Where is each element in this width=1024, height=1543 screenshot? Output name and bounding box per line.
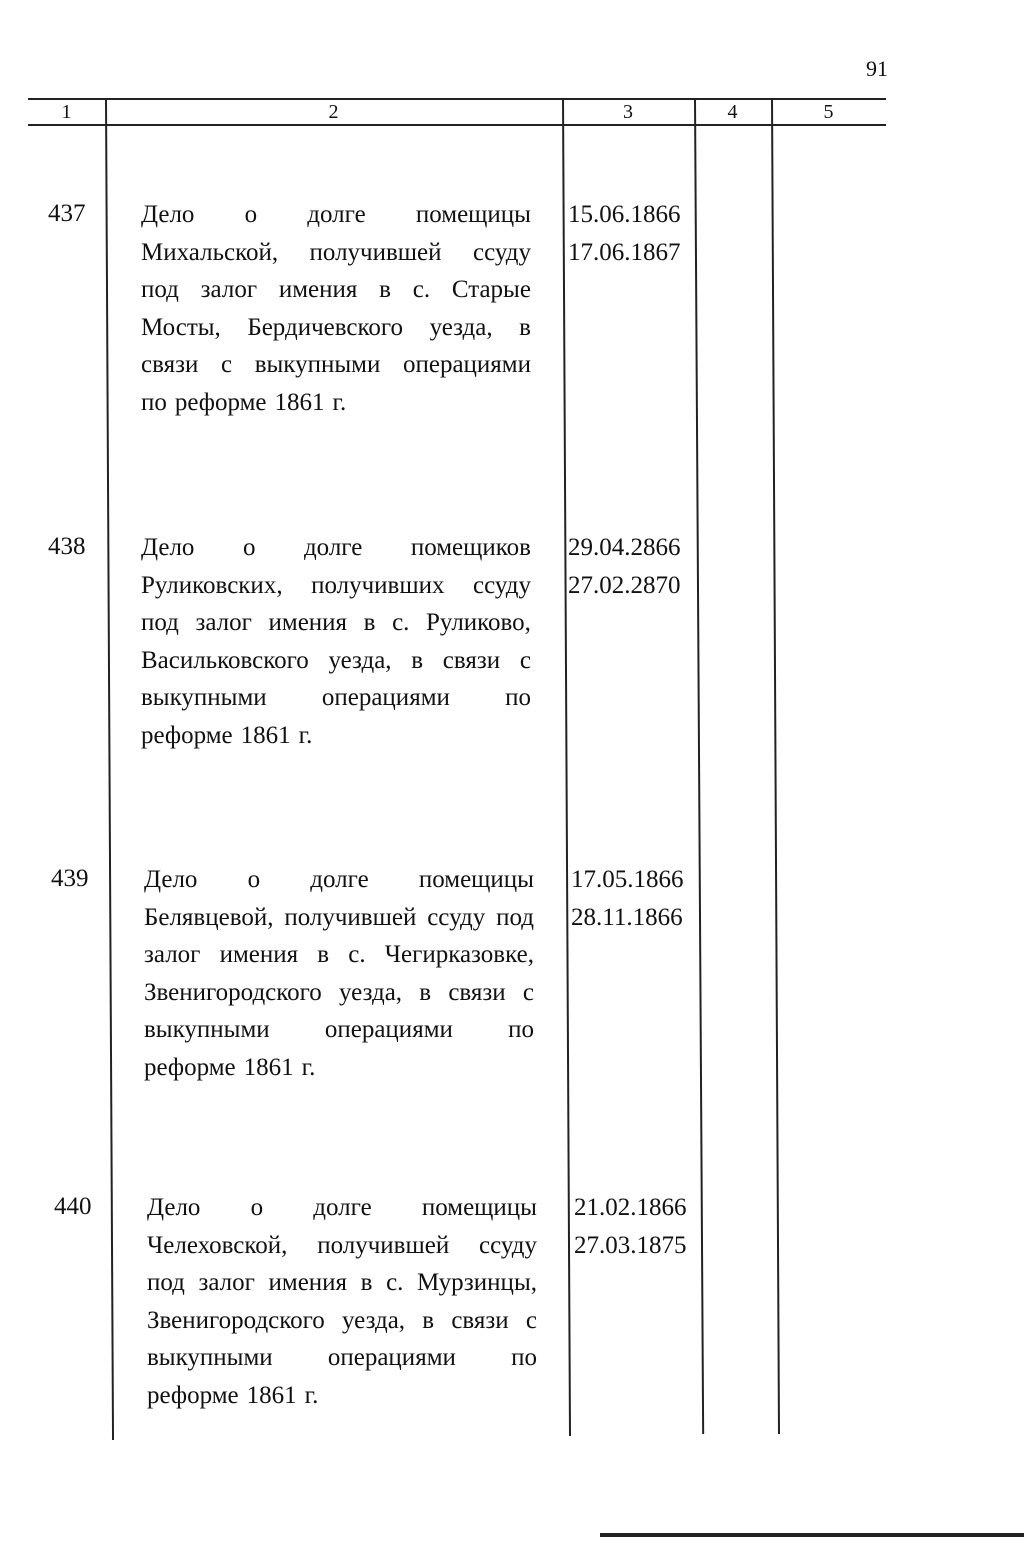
description-line xyxy=(147,1343,537,1381)
word: Звенигородского xyxy=(144,978,322,1006)
word: Белявцевой, xyxy=(144,903,274,931)
word: связи xyxy=(141,351,199,378)
word: Челеховской, xyxy=(147,1231,288,1259)
word: имения xyxy=(219,941,299,968)
word: в xyxy=(519,313,531,341)
word: по xyxy=(511,1344,537,1371)
word: долге xyxy=(313,1194,372,1221)
word: в xyxy=(411,646,424,674)
word: с. xyxy=(392,609,410,636)
header-col-1: 1 xyxy=(61,101,72,123)
column-divider xyxy=(562,98,571,1436)
word: долге xyxy=(303,534,363,561)
header-col-5: 5 xyxy=(823,101,834,123)
word: связи xyxy=(448,978,506,1006)
description-line xyxy=(141,350,531,388)
word: в xyxy=(360,1269,373,1296)
word: с xyxy=(525,1306,537,1334)
word: реформе xyxy=(141,721,233,749)
word: помещицы xyxy=(418,866,534,893)
word: уезда, xyxy=(328,646,392,674)
description-line xyxy=(141,388,531,426)
word: по xyxy=(505,684,531,711)
scan-edge-rule xyxy=(600,1533,1024,1537)
word: по xyxy=(508,1016,534,1043)
word: помещицы xyxy=(415,201,531,228)
word: г. xyxy=(298,721,313,749)
word: помещиков xyxy=(410,534,531,561)
description-line xyxy=(147,1231,537,1269)
word: Дело xyxy=(147,1194,201,1221)
word: Старые xyxy=(451,276,531,303)
table-top-rule xyxy=(28,98,886,100)
word: получивших xyxy=(311,571,445,599)
description-line xyxy=(144,1053,534,1091)
item-number: 440 xyxy=(54,1193,92,1220)
word: г. xyxy=(301,1053,316,1081)
date: 29.04.2866 xyxy=(568,534,681,561)
description-line xyxy=(144,865,534,903)
word: долге xyxy=(310,866,369,893)
word: в xyxy=(363,609,376,636)
item-dates xyxy=(568,533,693,608)
word: уезда, xyxy=(342,1306,406,1334)
word: Мурзинцы, xyxy=(417,1269,537,1296)
date: 27.03.1875 xyxy=(574,1231,687,1259)
word: ссуду xyxy=(472,571,531,599)
word: с. xyxy=(348,941,366,968)
item-description xyxy=(141,200,531,425)
description-line xyxy=(144,903,534,941)
date: 17.06.1867 xyxy=(568,238,681,266)
date: 28.11.1866 xyxy=(571,903,683,931)
word: под xyxy=(141,276,179,303)
date: 27.02.2870 xyxy=(568,571,681,599)
word: ссуду xyxy=(478,1231,537,1259)
word: ссуду xyxy=(472,238,531,266)
description-line xyxy=(141,200,531,238)
word: 1861 xyxy=(246,1381,297,1409)
word: реформе xyxy=(144,1053,236,1081)
word: связи xyxy=(442,646,501,674)
item-description xyxy=(141,533,531,758)
description-line xyxy=(147,1193,537,1231)
description-line xyxy=(141,646,531,684)
word: в xyxy=(379,276,391,303)
word: под xyxy=(141,609,179,636)
word: в xyxy=(317,941,330,968)
date: 15.06.1866 xyxy=(568,201,681,228)
word: 1861 xyxy=(243,1053,294,1081)
word: Руликовских, xyxy=(141,571,283,599)
description-line xyxy=(141,275,531,313)
word: операциями xyxy=(324,1016,453,1043)
description-line xyxy=(141,608,531,646)
word: г. xyxy=(332,388,347,416)
word: операциями xyxy=(327,1344,456,1371)
word: уезда, xyxy=(339,978,403,1006)
word: операциями xyxy=(321,684,450,711)
word: под xyxy=(147,1269,185,1296)
word: залог xyxy=(195,609,252,636)
word: Михальской, xyxy=(141,238,279,266)
page-number: 91 xyxy=(866,56,888,81)
item-description xyxy=(147,1193,537,1418)
word: с xyxy=(522,978,534,1006)
date: 21.02.1866 xyxy=(574,1194,687,1221)
word: Мосты, xyxy=(141,313,221,341)
description-line xyxy=(147,1306,537,1344)
word: связи xyxy=(451,1306,509,1334)
word: получившей xyxy=(309,238,442,266)
word: с xyxy=(519,646,531,674)
column-divider xyxy=(105,98,114,1440)
word: с. xyxy=(386,1269,404,1296)
word: имения xyxy=(278,276,358,303)
word: Васильковского xyxy=(141,646,309,674)
item-dates xyxy=(574,1193,699,1268)
description-line xyxy=(141,721,531,759)
word: имения xyxy=(268,609,348,636)
description-line xyxy=(144,1015,534,1053)
word: залог xyxy=(200,276,258,303)
word: помещицы xyxy=(421,1194,537,1221)
word: о xyxy=(250,1194,264,1221)
item-description xyxy=(144,865,534,1090)
word: в xyxy=(419,978,432,1006)
word: о xyxy=(247,866,261,893)
word: г. xyxy=(304,1381,319,1409)
word: Чегирказовке, xyxy=(384,941,534,968)
word: ссуду xyxy=(427,903,486,931)
date: 17.05.1866 xyxy=(571,866,684,893)
word: выкупными xyxy=(147,1344,273,1371)
word: Звенигородского xyxy=(147,1306,325,1334)
word: долге xyxy=(307,201,366,228)
word: с xyxy=(220,351,233,378)
item-number: 437 xyxy=(48,200,86,227)
word: имения xyxy=(268,1269,348,1296)
column-divider xyxy=(771,98,780,1434)
item-number: 438 xyxy=(48,533,86,560)
word: уезда, xyxy=(429,313,493,341)
item-dates xyxy=(568,200,693,275)
word: выкупными xyxy=(141,684,267,711)
word: о xyxy=(242,534,256,561)
word: с. xyxy=(412,276,431,303)
word: под xyxy=(496,903,534,931)
description-line xyxy=(141,313,531,351)
word: по xyxy=(141,388,167,416)
word: о xyxy=(244,201,258,228)
description-line xyxy=(144,978,534,1016)
word: Руликово, xyxy=(426,609,531,636)
word: выкупными xyxy=(254,351,381,378)
word: операциями xyxy=(402,351,531,378)
word: реформе xyxy=(147,1381,239,1409)
word: выкупными xyxy=(144,1016,270,1043)
description-line xyxy=(144,940,534,978)
header-bottom-rule xyxy=(28,124,886,126)
word: Дело xyxy=(144,866,198,893)
word: в xyxy=(422,1306,435,1334)
header-col-3: 3 xyxy=(623,101,633,123)
word: получившей xyxy=(284,903,417,931)
word: Бердичевского xyxy=(247,313,404,341)
word: залог xyxy=(198,1269,255,1296)
word: реформе xyxy=(174,388,267,416)
description-line xyxy=(141,571,531,609)
word: 1861 xyxy=(274,388,325,416)
item-number: 439 xyxy=(51,865,89,892)
word: 1861 xyxy=(240,721,291,749)
description-line xyxy=(141,683,531,721)
description-line xyxy=(147,1268,537,1306)
header-col-4: 4 xyxy=(727,101,738,123)
word: получившей xyxy=(317,1231,450,1259)
header-col-2: 2 xyxy=(328,101,339,123)
description-line xyxy=(141,238,531,276)
description-line xyxy=(147,1381,537,1419)
word: Дело xyxy=(141,201,195,228)
word: Дело xyxy=(141,534,195,561)
description-line xyxy=(141,533,531,571)
word: залог xyxy=(144,941,201,968)
item-dates xyxy=(571,865,696,940)
